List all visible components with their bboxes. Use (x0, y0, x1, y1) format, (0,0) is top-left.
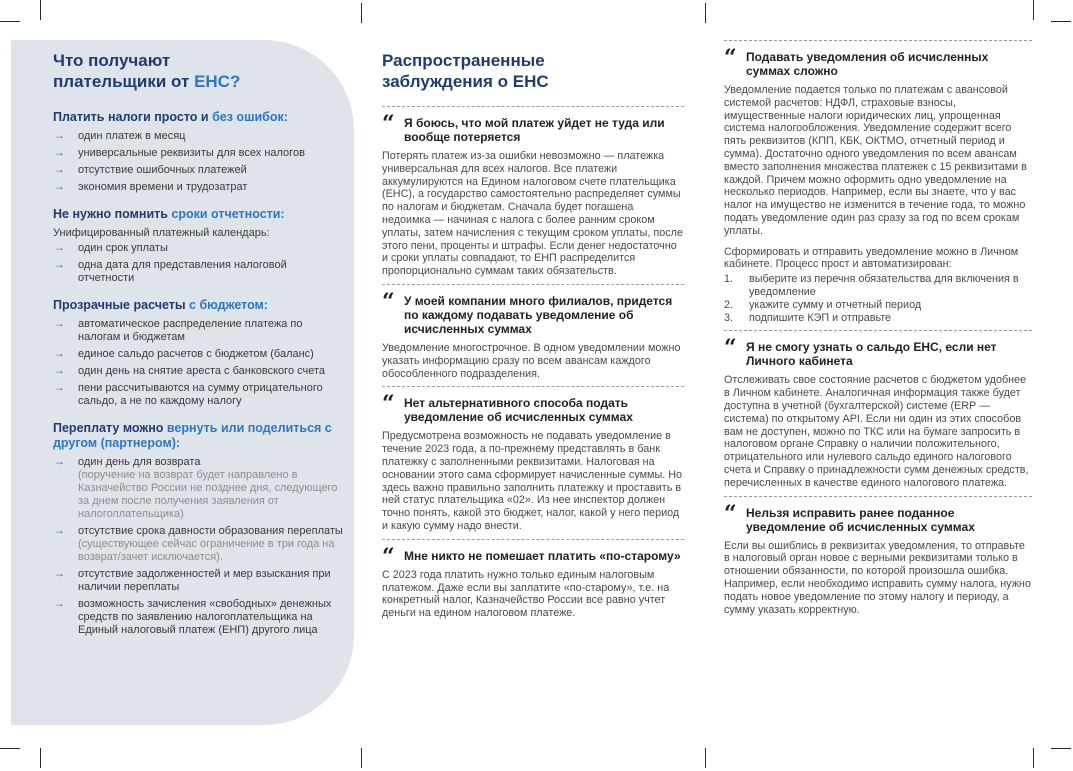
myth-body (382, 150, 684, 278)
list-item (53, 242, 346, 255)
myth-paragraph: Отслеживать свое состояние расчетов с бюджетом удобнее в Личном кабинете. Аналогичная информация также будет доступна в учетной (бухгалтерской) системе (ERP — система) по открытому API. Если ни один из этих способов вам не доступен, можно по ТКС или на бумаге запросить в налоговом органе Справку о наличии положительного, отрицательного или нулевого сальдо единого налогового счета и Справку о принадлежности сумм денежных средств, перечисленных в качестве единого налогового платежа. (724, 374, 1029, 489)
list-item-text: отсутствие ошибочных платежей (78, 164, 247, 176)
left-section (53, 110, 346, 194)
left-section-title-accent: без ошибок: (212, 110, 288, 124)
list-item-text: пени рассчитываются на сумму отрицательного сальдо, а не по каждому налогу (78, 382, 323, 407)
myth-block (724, 40, 1032, 324)
arrow-right-icon: → (53, 240, 65, 254)
arrow-right-icon: → (53, 145, 65, 159)
arrow-right-icon: → (53, 566, 65, 580)
step-text: выберите из перечня обязательства для включения в уведомление (749, 273, 1019, 298)
list-item (53, 130, 346, 143)
left-section-title-dark: Прозрачные расчеты (53, 298, 190, 312)
left-column (53, 50, 346, 641)
middle-column (382, 50, 684, 620)
myth-body (382, 569, 684, 620)
myth-body (382, 430, 684, 532)
arrow-right-icon: → (53, 128, 65, 142)
step-item (724, 299, 1032, 312)
myth-heading-text: Мне никто не помешает платить «по-старому» (404, 548, 681, 563)
right-myths (724, 40, 1032, 616)
myth-heading (724, 500, 1032, 534)
myth-block (382, 106, 684, 278)
quote-icon: “ (724, 45, 737, 71)
left-section (53, 421, 346, 637)
crop-mark (40, 0, 41, 20)
crop-mark (0, 748, 20, 749)
list-item-text: единое сальдо расчетов с бюджетом (баланс) (78, 348, 314, 360)
myth-heading (382, 543, 684, 570)
myth-heading (724, 45, 1032, 78)
list-item-note: (существующее сейчас ограничение в три года на возврат/зачет исключается). (78, 538, 335, 563)
myth-paragraph: Уведомление подается только по платежам с авансовой системой расчетов: НДФЛ, страховые взносы, имущественные налоги юридических лиц, упрощенная система налогообложения. Уведомление содержит всего пять реквизитов (КПП, КБК, ОКТМО, отчетный период и сумма). Достаточно одного уведомления по всем авансам вместо заполнения множества платежек с 15 реквизитами в каждой. Причем можно оформить одно уведомление на несколько периодов. Например, если вы знаете, что у вас налог на имущество не изменится в течение года, то можно подать уведомление один раз сразу за год по всем срокам уплаты. (724, 84, 1027, 237)
list-item (53, 147, 346, 160)
myth-block (382, 539, 684, 620)
myth-heading-text: У моей компании много филиалов, придется по каждому подавать уведомление об исчисленных суммах (404, 293, 673, 336)
myth-heading-text: Я боюсь, что мой платеж уйдет не туда или вообще потеряется (404, 116, 665, 144)
arrow-right-icon: → (53, 346, 65, 360)
myth-body (724, 540, 1032, 617)
list-item (53, 382, 346, 408)
list-item-text: экономия времени и трудозатрат (78, 181, 248, 193)
left-section-title (53, 298, 346, 313)
list-item-text: один день для возврата (78, 456, 201, 468)
left-section-title (53, 421, 346, 451)
middle-myths (382, 106, 684, 620)
list-item (53, 164, 346, 177)
crop-mark (0, 21, 20, 22)
myth-paragraph: С 2023 года платить нужно только единым налоговым платежом. Даже если вы заплатите «по-старому», т.е. на конкретный налог, Казначейство России все равно учтет деньги на едином налоговом платеже. (382, 568, 670, 620)
arrow-right-icon: → (53, 162, 65, 176)
crop-mark (40, 748, 41, 768)
myth-heading (382, 288, 684, 336)
myth-paragraph: Сформировать и отправить уведомление можно в Личном кабинете. Процесс прост и автоматизирован: (724, 245, 1019, 271)
myth-heading-text: Я не смогу узнать о сальдо ЕНС, если нет Личного кабинета (746, 340, 997, 369)
left-section-title-dark: Платить налоги просто и (53, 110, 213, 124)
quote-icon: “ (382, 288, 395, 315)
crop-mark (1051, 21, 1071, 22)
list-item-text: отсутствие задолженностей и мер взыскания при наличии переплаты (78, 568, 331, 593)
left-section-title (53, 110, 346, 125)
list-item (53, 181, 346, 194)
myth-heading (382, 391, 684, 425)
arrow-right-icon: → (53, 454, 65, 468)
list-item (53, 456, 346, 521)
quote-icon: “ (724, 335, 737, 362)
steps-list (724, 273, 1032, 324)
myth-heading (382, 111, 684, 144)
myth-heading-text: Нельзя исправить ранее поданное уведомление об исчисленных суммах (746, 505, 975, 534)
arrow-right-icon: → (53, 523, 65, 537)
myth-block (724, 330, 1032, 489)
list-item-text: одна дата для представления налоговой отчетности (78, 259, 287, 284)
list-item-text: один срок уплаты (78, 242, 168, 254)
step-item (724, 273, 1032, 299)
list-item (53, 318, 346, 344)
quote-icon: “ (724, 500, 737, 527)
left-section-title-accent: сроки отчетности: (171, 207, 285, 221)
page-title: Что получают плательщики от ЕНС? (53, 51, 241, 91)
arrow-right-icon: → (53, 380, 65, 394)
left-section (53, 207, 346, 285)
myth-paragraph: Если вы ошиблись в реквизитах уведомления, то отправьте в налоговый орган новое с верными реквизитами только в отношении обязанности, по которой произошла ошибка. Например, если необходимо исправить сумму налога, нужно подать новое уведомление по этому налогу и периоду, а сумму указать корректную. (724, 539, 1031, 616)
left-section-title-accent: вернуть или поделиться с другом (партнером): (53, 421, 332, 450)
list-item (53, 259, 346, 285)
myth-heading-text: Подавать уведомления об исчисленных суммах сложно (746, 50, 989, 78)
myth-heading (724, 335, 1032, 369)
myth-body (382, 342, 684, 380)
step-number: 3. (724, 311, 734, 324)
list-item (53, 598, 346, 637)
arrow-right-icon: → (53, 179, 65, 193)
crop-mark (361, 3, 362, 23)
right-column (724, 40, 1032, 616)
myth-paragraph: Потерять платеж из-за ошибки невозможно — платежка универсальная для всех налогов. Все платежи аккумулируются на Едином налоговом счете плательщика (ЕНС), а государство самостоятельно распределяет суммы по налогам и бюджетам. Сначала будет погашена недоимка — начиная с налога с более ранним сроком уплаты, затем начисления с текущим сроком уплаты, после этого пени, проценты и штрафы. Если денег недостаточно и сроки уплаты совпадают, то ЕНП распределится пропорционально суммам таких обязательств. (382, 150, 683, 278)
crop-mark (705, 3, 706, 23)
left-section-subtitle: Унифицированный платежный календарь: (53, 227, 270, 239)
list-item-text: отсутствие срока давности образования переплаты (78, 525, 343, 537)
list-item (53, 348, 346, 361)
step-number: 1. (724, 273, 734, 286)
list-item (53, 525, 346, 564)
myth-paragraph: Уведомление многострочное. В одном уведомлении можно указать информацию сразу по всем авансам каждого обособленного подразделения. (382, 341, 681, 380)
crop-mark (361, 748, 362, 768)
list-item (53, 365, 346, 378)
arrow-right-icon: → (53, 596, 65, 610)
list-item-text: автоматическое распределение платежа по налогам и бюджетам (78, 318, 303, 343)
myth-body (724, 374, 1032, 489)
step-item (724, 312, 1032, 325)
list-item-note: (поручение на возврат будет направлено в Казначейство России не позднее дня, следующего за днем после получения заявления от налогоплательщика) (78, 469, 338, 520)
myth-block (724, 496, 1032, 617)
list-item-text: возможность зачисления «свободных» денежных средств по заявлению налогоплательщика на Единый налоговый платеж (ЕНП) другого лица (78, 598, 332, 636)
left-section-title-dark: Переплату можно (53, 421, 167, 435)
list-item-text: один платеж в месяц (78, 130, 186, 142)
left-sections (53, 110, 346, 637)
crop-mark (1033, 748, 1034, 768)
step-text: укажите сумму и отчетный период (749, 298, 922, 311)
middle-title: Распространенные заблуждения о ЕНС (382, 51, 549, 91)
crop-mark (1033, 0, 1034, 20)
left-section-title (53, 207, 346, 222)
list-item-text: универсальные реквизиты для всех налогов (78, 147, 305, 159)
myth-heading-text: Нет альтернативного способа подать уведомление об исчисленных суммах (404, 396, 633, 425)
arrow-right-icon: → (53, 316, 65, 330)
list-item (53, 568, 346, 594)
myth-paragraph: Предусмотрена возможность не подавать уведомление в течение 2023 года, а по-прежнему представлять в банк платежку с заполненными реквизитами. Налоговая на основании этого сама сформирует начисленные суммы. Но здесь важно правильно заполнить платежку и проставить в ней статус плательщика «02». Из нее инспектор должен точно понять, какой это бюджет, налог, какой у него период и какую сумму надо внести. (382, 430, 683, 532)
quote-icon: “ (382, 543, 395, 570)
left-section-title-accent: с бюджетом: (189, 298, 268, 312)
myth-block (382, 284, 684, 380)
list-item-text: один день на снятие ареста с банковского счета (78, 365, 326, 377)
myth-block (382, 386, 684, 532)
quote-icon: “ (382, 111, 395, 137)
myth-body (724, 84, 1032, 324)
left-section (53, 298, 346, 408)
arrow-right-icon: → (53, 363, 65, 377)
quote-icon: “ (382, 391, 395, 418)
arrow-right-icon: → (53, 257, 65, 271)
step-text: подпишите КЭП и отправьте (749, 311, 892, 324)
step-number: 2. (724, 298, 734, 311)
crop-mark (705, 748, 706, 768)
left-section-title-dark: Не нужно помнить (53, 207, 172, 221)
crop-mark (1051, 748, 1071, 749)
